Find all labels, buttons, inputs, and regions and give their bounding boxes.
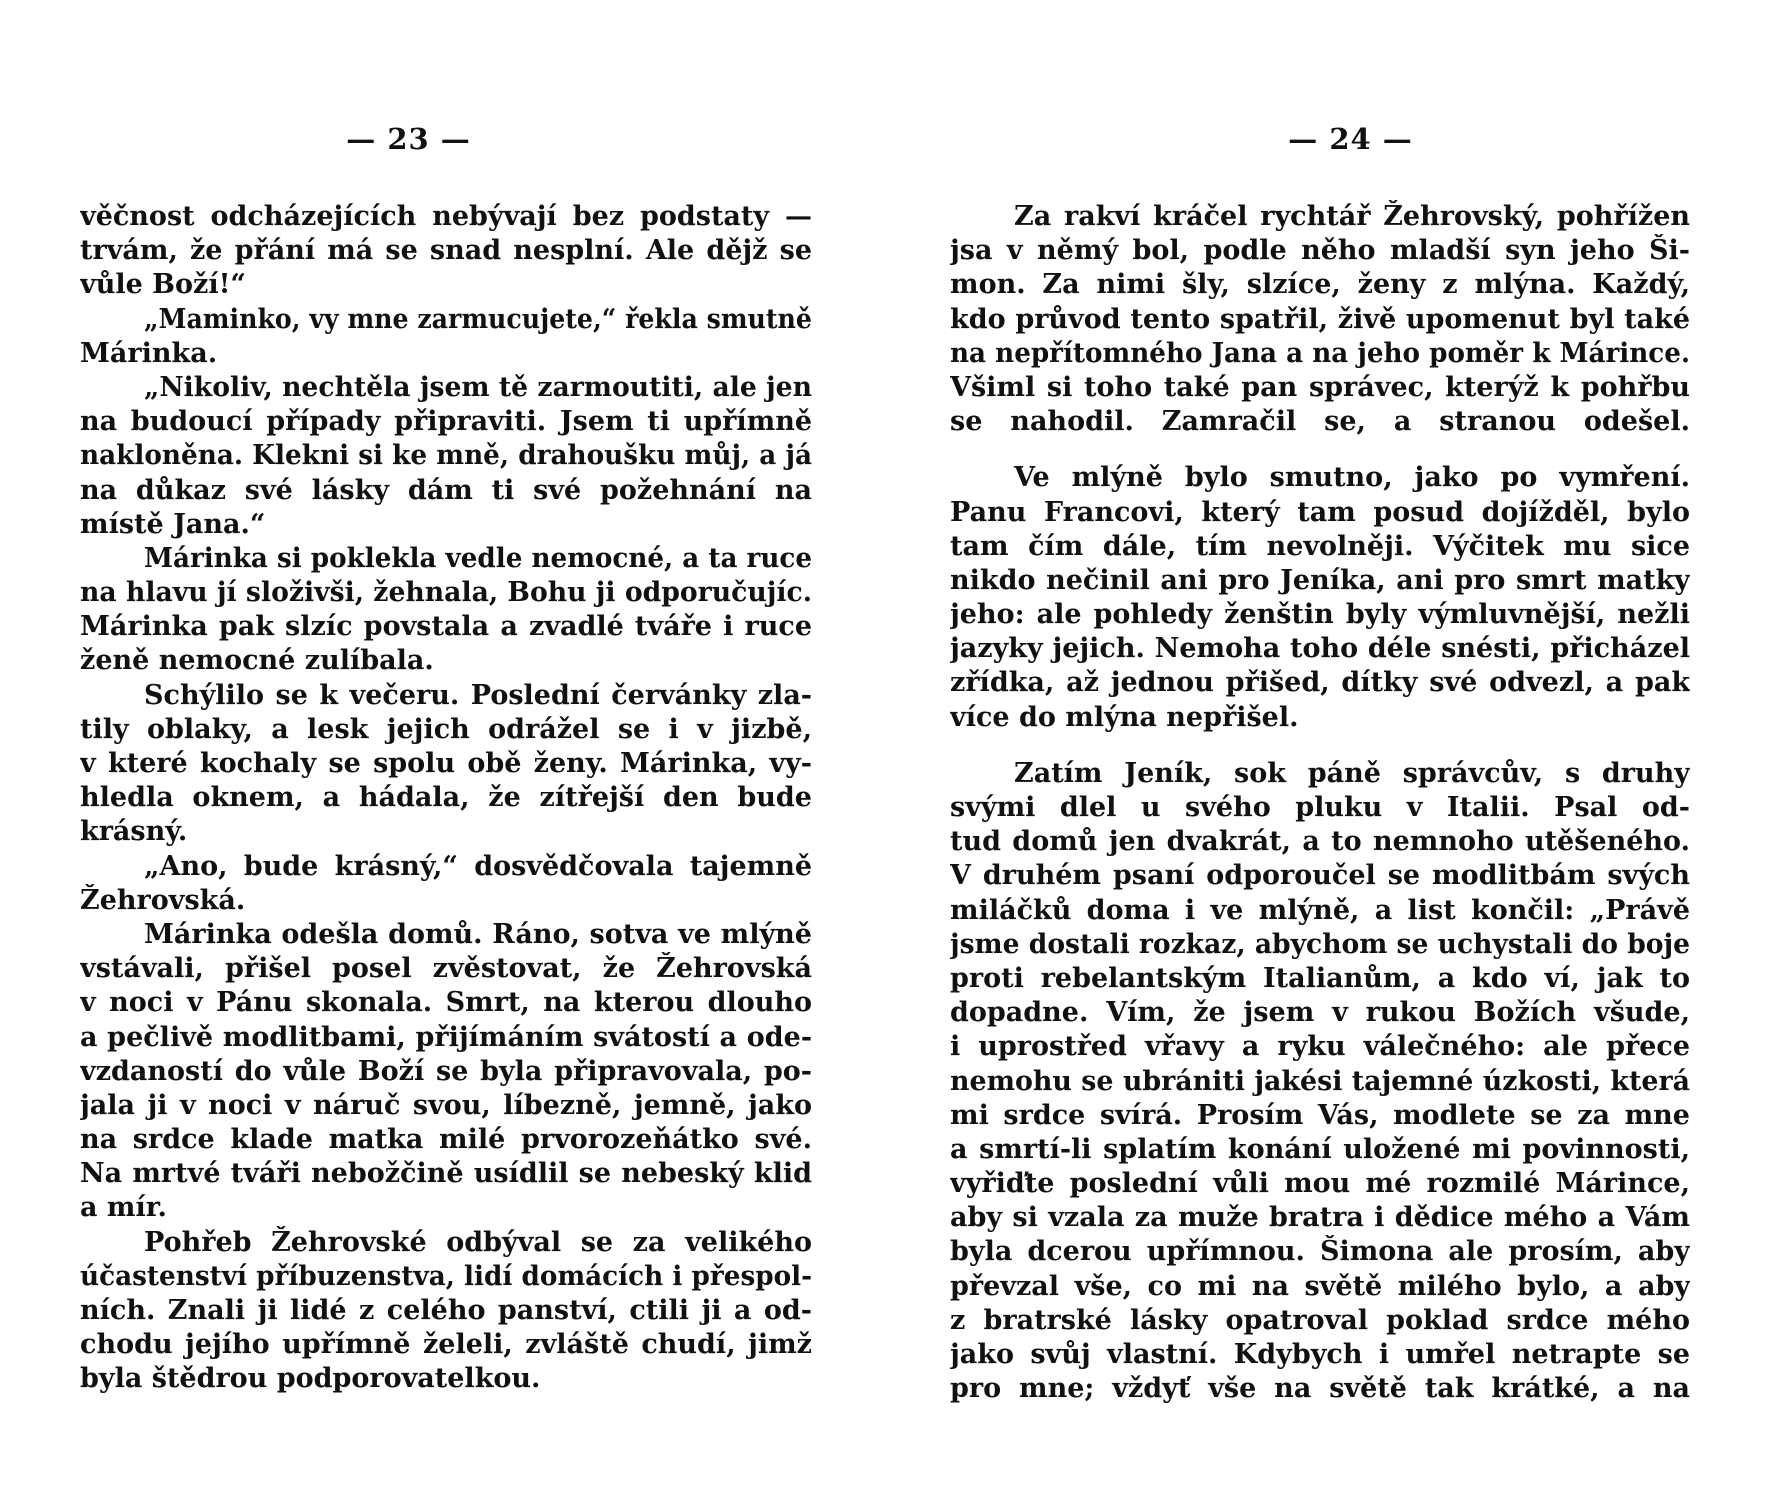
text-line-content: „Nikoliv, nechtěla jsem tě zarmoutiti, ale jen: [144, 371, 812, 403]
text-line-content: dopadne. Vím, že jsem v rukou Božích všude,: [950, 997, 1690, 1029]
text-line-content: a mír.: [80, 1192, 167, 1224]
paragraph: [80, 542, 812, 679]
text-line-content: a smrtí-li splatím konání uložené mi povinnosti,: [950, 1133, 1690, 1165]
text-line-content: i uprostřed vřavy a ryku válečného: ale přece: [950, 1031, 1690, 1063]
text-line: [950, 234, 1690, 268]
paragraph: [80, 200, 812, 303]
text-line-content: chodu jejího upřímně želeli, zvláště chudí, jimž: [80, 1329, 812, 1361]
text-line-content: převzal vše, co mi na světě milého bylo, a aby: [950, 1270, 1690, 1302]
right-page-text: [950, 200, 1690, 1406]
text-line-content: aby si vzala za muže bratra i dědice mého a Vám: [950, 1202, 1690, 1234]
text-line-content: věčnost odcházejících nebývají bez podstaty —: [80, 201, 812, 232]
text-line-content: hledla oknem, a hádala, že zítřejší den bude: [80, 782, 812, 814]
text-line-content: mon. Za nimi šly, slzíce, ženy z mlýna. Každý,: [950, 269, 1690, 301]
text-line: [80, 1055, 812, 1089]
text-line-content: svými dlel u svého pluku v Italii. Psal od-: [950, 792, 1690, 823]
text-line: [950, 371, 1690, 405]
paragraph: [80, 918, 812, 1226]
text-line: [80, 952, 812, 986]
text-line: [80, 1226, 812, 1260]
text-line: [950, 530, 1690, 564]
text-line-content: více do mlýna nepřišel.: [950, 701, 1299, 733]
paragraph: [80, 303, 812, 371]
text-line: [80, 644, 812, 678]
paragraph: [80, 679, 812, 850]
text-line: [950, 1030, 1690, 1064]
paragraph-gap: [950, 735, 1690, 757]
page-number-left: — 23 —: [346, 122, 471, 156]
text-line: [950, 337, 1690, 371]
text-line-content: mi srdce svírá. Prosím Vás, modlete se za mne: [950, 1099, 1690, 1131]
text-line: [950, 825, 1690, 859]
text-line: [950, 1338, 1690, 1372]
text-line: [950, 496, 1690, 530]
text-line-content: jsa v němý bol, podle něho mladší syn jeho Ši-: [950, 235, 1690, 267]
text-line: [950, 666, 1690, 700]
text-line-content: nemohu se ubrániti jakési tajemné úzkosti, která: [950, 1065, 1690, 1097]
text-line-content: z bratrské lásky opatroval poklad srdce mého: [950, 1304, 1690, 1336]
text-line: [80, 337, 812, 371]
text-line-content: tud domů jen dvakrát, a to nemnoho utěšeného.: [950, 826, 1690, 858]
text-line: [950, 303, 1690, 337]
text-line: [80, 610, 812, 644]
text-line-content: v které kochaly se spolu obě ženy. Márinka, vy-: [80, 748, 812, 779]
text-line: [950, 859, 1690, 893]
text-line: [80, 1157, 812, 1191]
text-line-content: vzdaností do vůle Boží se byla připravovala, po-: [80, 1055, 812, 1087]
left-page-text: [80, 200, 812, 1397]
text-line: [950, 564, 1690, 598]
text-line: [80, 815, 812, 849]
text-line-content: trvám, že přání má se snad nesplní. Ale děјž se: [80, 235, 812, 267]
text-line: [950, 1270, 1690, 1304]
text-line: [950, 701, 1690, 735]
text-line-content: na důkaz své lásky dám ti své požehnání na: [80, 474, 812, 506]
text-line-content: ních. Znali ji lidé z celého panství, ctili ji a od-: [80, 1295, 812, 1326]
text-line: [80, 850, 812, 884]
text-line: [80, 268, 812, 302]
text-line: [950, 1304, 1690, 1338]
text-line-content: tily oblaky, a lesk jejich odrážel se i v jizbě,: [80, 713, 812, 745]
text-line: [80, 1362, 812, 1396]
text-line-content: „Maminko, vy mne zarmucujete,“ řekla smutně: [144, 303, 812, 335]
paragraph-gap: [950, 439, 1690, 461]
text-line-content: Márinka odešla domů. Ráno, sotva ve mlýně: [144, 918, 812, 950]
text-line: [80, 1123, 812, 1157]
paragraph: [80, 850, 812, 918]
text-line-content: místě Jana.“: [80, 508, 266, 540]
text-line: [950, 1201, 1690, 1235]
text-line: [80, 1294, 812, 1328]
text-line: [80, 747, 812, 781]
text-line: [80, 1328, 812, 1362]
text-line-content: pro mne; vždyť vše na světě tak krátké, a na: [950, 1373, 1690, 1405]
text-line-content: nikdo nečinil ani pro Jeníka, ani pro smrt matky: [950, 564, 1690, 596]
right-page: [887, 0, 1774, 1500]
text-line: [80, 713, 812, 747]
text-line-content: Za rakví kráčel rychtář Žehrovský, pohřížen: [1014, 201, 1690, 232]
text-line-content: jeho: ale pohledy ženštin byly výmluvnější, nežli: [950, 599, 1690, 631]
text-line-content: na hlavu jí složivši, žehnala, Bohu ji odporučujíc.: [80, 577, 812, 609]
text-line-content: Žehrovská.: [80, 884, 246, 916]
text-line: [950, 268, 1690, 302]
page-number-right: — 24 —: [1288, 122, 1413, 156]
text-line-content: krásný.: [80, 816, 188, 848]
text-line-content: kdo průvod tento spatřil, živě upomenut byl také: [950, 303, 1690, 335]
text-line-content: byla dcerou upřímnou. Šimona ale prosím, aby: [950, 1236, 1690, 1268]
text-line: [80, 918, 812, 952]
text-line: [950, 632, 1690, 666]
text-line: [80, 576, 812, 610]
text-line: [80, 405, 812, 439]
text-line: [950, 1065, 1690, 1099]
text-line: [950, 928, 1690, 962]
paragraph: [950, 461, 1690, 735]
text-line-content: Všiml si toho také pan správec, kterýž k pohřbu: [950, 371, 1690, 403]
text-line-content: nakloněna. Klekni si ke mně, drahoušku můj, a já: [80, 440, 812, 472]
text-line-content: Márinka pak slzíc povstala a zvadlé tváře i ruce: [80, 611, 812, 643]
text-line: [80, 986, 812, 1020]
text-line-content: na nepřítomného Jana a na jeho poměr k Márince.: [950, 337, 1690, 369]
text-line: [950, 461, 1690, 495]
text-line-content: Na mrtvé tváři nebožčině usídlil se nebeský klid: [80, 1158, 812, 1190]
text-line: [80, 234, 812, 268]
text-line: [950, 1133, 1690, 1167]
text-line-content: na srdce klade matka milé prvorozeňátko své.: [80, 1124, 812, 1156]
text-line: [950, 1235, 1690, 1269]
text-line: [80, 371, 812, 405]
text-line: [950, 996, 1690, 1030]
text-line-content: se nahodil. Zamračil se, a stranou odešel.: [950, 406, 1690, 438]
text-line: [80, 474, 812, 508]
text-line: [80, 439, 812, 473]
text-line-content: miláčků doma i ve mlýně, a list končil: „Právě: [950, 894, 1690, 926]
text-line: [80, 1089, 812, 1123]
text-line: [950, 962, 1690, 996]
paragraph: [80, 371, 812, 542]
text-line-content: jsme dostali rozkaz, abychom se uchystali do boje: [950, 928, 1690, 960]
text-line: [80, 508, 812, 542]
text-line: [950, 598, 1690, 632]
text-line-content: a pečlivě modlitbami, přijímáním svátostí a ode-: [80, 1021, 812, 1053]
text-line: [950, 200, 1690, 234]
text-line-content: jako svůj vlastní. Kdybych i umřel netrapte se: [950, 1339, 1690, 1370]
text-line-content: účastenství příbuzenstva, lidí domácích i přespol-: [80, 1260, 812, 1292]
text-line: [950, 791, 1690, 825]
text-line-content: jala ji v noci v náruč svou, líbezně, jemně, jako: [80, 1089, 812, 1121]
text-line: [80, 200, 812, 234]
text-line-content: Márinka.: [80, 337, 218, 369]
text-line-content: Márinka si poklekla vedle nemocné, a ta ruce: [144, 542, 812, 574]
text-line: [80, 781, 812, 815]
text-line-content: jazyky jejich. Nemoha toho déle snésti, přicházel: [950, 633, 1690, 665]
text-line: [950, 1167, 1690, 1201]
text-line: [950, 1099, 1690, 1133]
text-line-content: vyřiďte poslední vůli mou mé rozmilé Márince,: [950, 1168, 1690, 1200]
text-line: [950, 757, 1690, 791]
text-line: [80, 1260, 812, 1294]
text-line-content: „Ano, bude krásný,“ dosvědčovala tajemně: [144, 850, 812, 882]
text-line-content: Pohřeb Žehrovské odbýval se za velikého: [144, 1226, 812, 1258]
text-line-content: na budoucí případy připraviti. Jsem ti upřímně: [80, 406, 812, 438]
text-line: [80, 884, 812, 918]
paragraph: [950, 757, 1690, 1407]
text-line: [950, 405, 1690, 439]
text-line-content: tam čím dále, tím nevolněji. Výčitek mu sice: [950, 530, 1690, 562]
text-line: [950, 1372, 1690, 1406]
text-line-content: byla štědrou podporovatelkou.: [80, 1363, 541, 1395]
text-line-content: v noci v Pánu skonala. Smrt, na kterou dlouho: [80, 987, 812, 1019]
paragraph: [80, 1226, 812, 1397]
text-line-content: V druhém psaní odporoučel se modlitbám svých: [950, 860, 1690, 892]
text-line: [950, 894, 1690, 928]
text-line: [80, 542, 812, 576]
text-line-content: vstávali, přišel posel zvěstovat, že Žehrovská: [80, 953, 812, 985]
text-line: [80, 679, 812, 713]
text-line-content: Panu Francovi, který tam posud dojížděl, bylo: [950, 496, 1690, 528]
text-line-content: Ve mlýně bylo smutno, jako po vymření.: [1014, 462, 1690, 494]
text-line-content: Zatím Jeník, sok páně správcův, s druhy: [1014, 757, 1690, 789]
text-line-content: vůle Boží!“: [80, 269, 246, 301]
text-line-content: ženě nemocné zulíbala.: [80, 645, 434, 677]
text-line: [80, 1021, 812, 1055]
text-line: [80, 303, 812, 337]
text-line-content: zřídka, až jednou přišed, dítky své odvezl, a pak: [950, 667, 1690, 699]
paragraph: [950, 200, 1690, 439]
text-line-content: proti rebelantským Italianům, a kdo ví, jak to: [950, 962, 1690, 994]
text-line-content: Schýlilo se k večeru. Poslední červánky zla-: [144, 679, 812, 711]
text-line: [80, 1191, 812, 1225]
